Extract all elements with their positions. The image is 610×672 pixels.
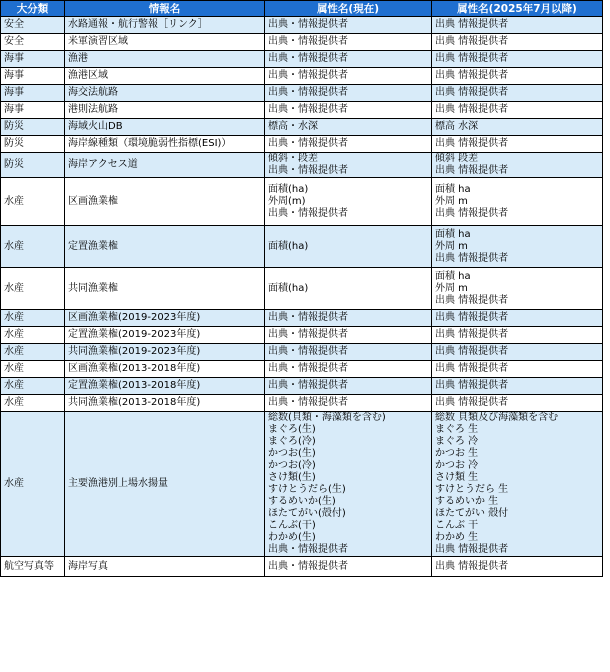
cell-attr-future: [432, 412, 603, 557]
attr-line: 出典・情報提供者: [268, 560, 348, 572]
table-row: [1, 136, 603, 153]
cell-attr-future: [432, 68, 603, 85]
attr-line: 出典 情報提供者: [435, 19, 509, 30]
attr-line: 外周 m: [435, 195, 468, 207]
cell-category: 水産: [1, 412, 65, 557]
header-row: [1, 1, 603, 17]
cell-info-name: 海交法航路: [65, 85, 265, 102]
cell-attr-future: [432, 119, 603, 136]
table-row: [1, 268, 603, 310]
cell-attr-future: [432, 327, 603, 344]
header-future: 属性名(2025年7月以降): [432, 1, 603, 17]
cell-attr-future: [432, 268, 603, 310]
attr-line: さけ類(生): [268, 472, 316, 483]
table-row: [1, 226, 603, 268]
attr-line: さけ類 生: [435, 472, 479, 483]
attr-line: 出典 情報提供者: [435, 312, 509, 323]
cell-attr-future: [432, 34, 603, 51]
attr-line: するめいか 生: [435, 496, 499, 507]
table-row: [1, 85, 603, 102]
attr-line: かつお(冷): [268, 460, 316, 471]
cell-attr-future: [432, 136, 603, 153]
cell-attr-future: [432, 178, 603, 226]
cell-category: 水産: [1, 310, 65, 327]
cell-attr-current: [265, 51, 432, 68]
attr-line: すけとうだら 生: [435, 484, 509, 495]
attr-line: 外周 m: [435, 240, 468, 252]
cell-info-name: 区画漁業権(2013-2018年度): [65, 361, 265, 378]
cell-category: 水産: [1, 178, 65, 226]
attr-line: 出典・情報提供者: [268, 363, 348, 374]
attr-line: 出典・情報提供者: [268, 312, 348, 323]
cell-info-name: 定置漁業権(2013-2018年度): [65, 378, 265, 395]
attr-line: 標高 水深: [435, 121, 479, 132]
cell-info-name: 共同漁業権(2013-2018年度): [65, 395, 265, 412]
table-row: [1, 17, 603, 34]
attr-line: まぐろ(生): [268, 424, 316, 435]
attr-line: するめいか(生): [268, 496, 336, 507]
cell-category: 水産: [1, 268, 65, 310]
cell-category: 水産: [1, 226, 65, 268]
cell-attr-current: [265, 85, 432, 102]
cell-attr-future: [432, 153, 603, 178]
cell-info-name: 共同漁業権: [65, 268, 265, 310]
attr-line: 面積 ha: [435, 270, 471, 282]
attr-line: 出典・情報提供者: [268, 138, 348, 149]
attr-line: 出典・情報提供者: [268, 397, 348, 408]
table-row: [1, 310, 603, 327]
header-current: 属性名(現在): [265, 1, 432, 17]
cell-category: 水産: [1, 378, 65, 395]
attr-line: こんぶ 干: [435, 520, 479, 531]
attr-line: 傾斜・段差: [268, 153, 318, 164]
table-row: [1, 327, 603, 344]
attr-line: 出典 情報提供者: [435, 346, 509, 357]
attr-line: 出典 情報提供者: [435, 397, 509, 408]
cell-attr-current: [265, 557, 432, 577]
table-row: [1, 68, 603, 85]
attr-line: 外周 m: [435, 282, 468, 294]
table-row: [1, 119, 603, 136]
attr-line: 出典 情報提供者: [435, 104, 509, 115]
cell-info-name: 漁港: [65, 51, 265, 68]
cell-attr-future: [432, 226, 603, 268]
cell-attr-current: [265, 34, 432, 51]
cell-category: 防災: [1, 153, 65, 178]
cell-attr-current: [265, 378, 432, 395]
attr-line: 面積 ha: [435, 183, 471, 195]
attr-line: ほたてがい(殻付): [268, 508, 346, 519]
attr-line: 傾斜 段差: [435, 153, 479, 164]
attr-line: 出典・情報提供者: [268, 104, 348, 115]
table-row: [1, 153, 603, 178]
cell-category: 水産: [1, 344, 65, 361]
cell-attr-current: [265, 268, 432, 310]
attr-line: 出典・情報提供者: [268, 207, 348, 219]
header-category: 大分類: [1, 1, 65, 17]
cell-attr-current: [265, 412, 432, 557]
attr-line: かつお(生): [268, 448, 316, 459]
cell-category: 航空写真等: [1, 557, 65, 577]
cell-attr-current: [265, 327, 432, 344]
cell-category: 海事: [1, 85, 65, 102]
table-row: [1, 178, 603, 226]
cell-attr-future: [432, 85, 603, 102]
cell-attr-current: [265, 226, 432, 268]
attr-line: まぐろ 生: [435, 424, 479, 435]
cell-attr-future: [432, 344, 603, 361]
cell-attr-future: [432, 557, 603, 577]
attr-line: 外周(m): [268, 195, 306, 207]
attr-line: かつお 冷: [435, 460, 479, 471]
cell-category: 防災: [1, 119, 65, 136]
cell-attr-current: [265, 136, 432, 153]
table-body: [1, 17, 603, 577]
table-row: [1, 395, 603, 412]
attr-line: 総数(貝類・海藻類を含む): [268, 412, 386, 423]
attr-line: 出典・情報提供者: [268, 346, 348, 357]
cell-attr-current: [265, 153, 432, 178]
cell-info-name: 区画漁業権: [65, 178, 265, 226]
cell-info-name: 区画漁業権(2019-2023年度): [65, 310, 265, 327]
attr-line: 出典 情報提供者: [435, 36, 509, 47]
cell-category: 海事: [1, 68, 65, 85]
cell-category: 安全: [1, 34, 65, 51]
cell-attr-future: [432, 51, 603, 68]
cell-info-name: 米軍演習区域: [65, 34, 265, 51]
cell-info-name: 海域火山DB: [65, 119, 265, 136]
cell-attr-future: [432, 378, 603, 395]
table-row: [1, 557, 603, 577]
cell-info-name: 定置漁業権(2019-2023年度): [65, 327, 265, 344]
attr-line: 出典 情報提供者: [435, 329, 509, 340]
attr-line: 面積 ha: [435, 228, 471, 240]
cell-category: 海事: [1, 51, 65, 68]
cell-attr-current: [265, 17, 432, 34]
attr-line: まぐろ(冷): [268, 436, 316, 447]
attr-line: 出典 情報提供者: [435, 294, 509, 306]
cell-attr-current: [265, 119, 432, 136]
attr-line: かつお 生: [435, 448, 479, 459]
attr-line: 面積(ha): [268, 240, 309, 252]
attr-line: 出典・情報提供者: [268, 53, 348, 64]
attr-line: 出典 情報提供者: [435, 560, 509, 572]
cell-info-name: 海岸線種類（環境脆弱性指標(ESI)）: [65, 136, 265, 153]
attr-line: 出典・情報提供者: [268, 19, 348, 30]
cell-attr-current: [265, 310, 432, 327]
table-row: [1, 361, 603, 378]
attr-line: 出典・情報提供者: [268, 544, 348, 555]
cell-attr-future: [432, 17, 603, 34]
attr-line: わかめ(生): [268, 532, 316, 543]
cell-info-name: 海岸写真: [65, 557, 265, 577]
attr-line: 面積(ha): [268, 183, 309, 195]
table-row: [1, 34, 603, 51]
cell-category: 防災: [1, 136, 65, 153]
cell-info-name: 主要漁港別上場水揚量: [65, 412, 265, 557]
attr-line: 出典 情報提供者: [435, 138, 509, 149]
attr-line: 出典 情報提供者: [435, 53, 509, 64]
cell-info-name: 共同漁業権(2019-2023年度): [65, 344, 265, 361]
table-row: [1, 102, 603, 119]
attr-line: 出典・情報提供者: [268, 380, 348, 391]
attr-line: こんぶ(干): [268, 520, 316, 531]
attr-line: 出典 情報提供者: [435, 165, 509, 176]
attr-line: 出典 情報提供者: [435, 207, 509, 219]
header-name: 情報名: [65, 1, 265, 17]
attr-line: ほたてがい 殻付: [435, 508, 509, 519]
cell-info-name: 漁港区域: [65, 68, 265, 85]
cell-info-name: 海岸アクセス道: [65, 153, 265, 178]
cell-category: 安全: [1, 17, 65, 34]
attr-line: 出典 情報提供者: [435, 252, 509, 264]
attr-line: 総数 貝類及び海藻類を含む: [435, 412, 559, 423]
attr-line: 出典 情報提供者: [435, 544, 509, 555]
cell-attr-future: [432, 310, 603, 327]
attr-line: 標高・水深: [268, 121, 318, 132]
cell-category: 海事: [1, 102, 65, 119]
table-row: [1, 344, 603, 361]
cell-attr-current: [265, 361, 432, 378]
cell-info-name: 水路通報・航行警報［リンク］: [65, 17, 265, 34]
table-row: [1, 378, 603, 395]
attr-line: 面積(ha): [268, 282, 309, 294]
attr-line: 出典 情報提供者: [435, 363, 509, 374]
attr-line: 出典・情報提供者: [268, 87, 348, 98]
attr-line: 出典・情報提供者: [268, 329, 348, 340]
attr-line: 出典・情報提供者: [268, 165, 348, 176]
cell-attr-future: [432, 361, 603, 378]
attr-line: まぐろ 冷: [435, 436, 479, 447]
cell-attr-current: [265, 178, 432, 226]
cell-info-name: 定置漁業権: [65, 226, 265, 268]
table-row: [1, 412, 603, 557]
cell-info-name: 港則法航路: [65, 102, 265, 119]
cell-attr-future: [432, 395, 603, 412]
cell-attr-future: [432, 102, 603, 119]
attr-line: わかめ 生: [435, 532, 479, 543]
cell-attr-current: [265, 344, 432, 361]
attr-line: 出典 情報提供者: [435, 380, 509, 391]
table-row: [1, 51, 603, 68]
cell-attr-current: [265, 68, 432, 85]
attr-line: 出典 情報提供者: [435, 70, 509, 81]
attr-line: 出典・情報提供者: [268, 36, 348, 47]
attr-line: すけとうだら(生): [268, 484, 346, 495]
cell-category: 水産: [1, 395, 65, 412]
cell-attr-current: [265, 102, 432, 119]
attr-line: 出典 情報提供者: [435, 87, 509, 98]
cell-category: 水産: [1, 327, 65, 344]
attr-line: 出典・情報提供者: [268, 70, 348, 81]
cell-category: 水産: [1, 361, 65, 378]
cell-attr-current: [265, 395, 432, 412]
